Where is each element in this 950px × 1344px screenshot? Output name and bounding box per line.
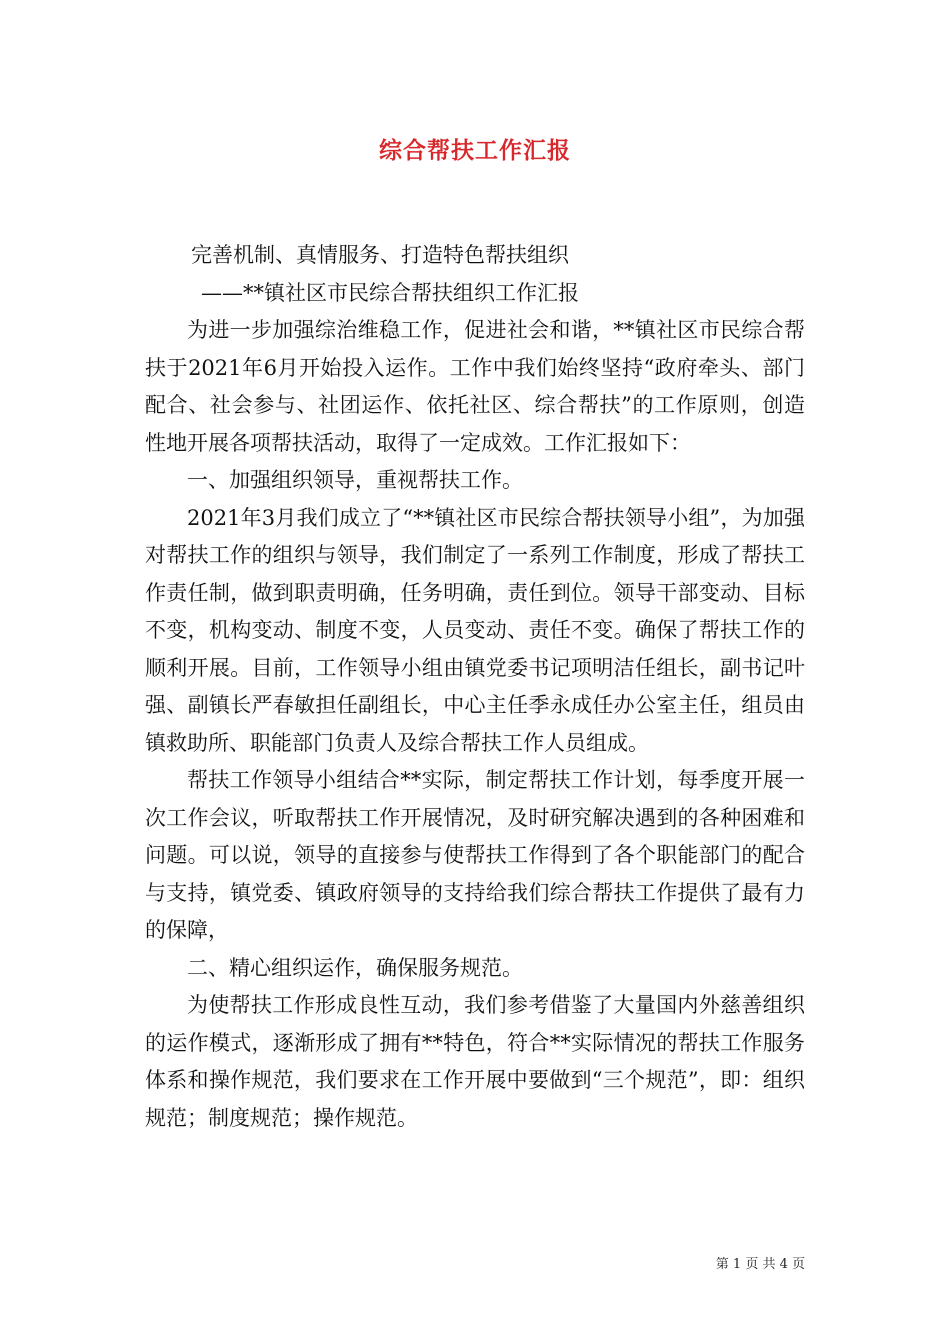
- subtitle-secondary: ——**镇社区市民综合帮扶组织工作汇报: [201, 280, 579, 305]
- section-heading-1: 一、加强组织领导，重视帮扶工作。: [187, 468, 523, 492]
- document-title: 综合帮扶工作汇报: [379, 137, 571, 164]
- paragraph-section-1-b: 帮扶工作领导小组结合**实际，制定帮扶工作计划，每季度开展一次工作会议，听取帮扶工作开展情况，及时研究解决遇到的各种困难和问题。可以说，领导的直接参与使帮扶工作得到了各个职能部门的配合与支持，镇党委、镇政府领导的支持给我们综合帮扶工作提供了最有力的保障，: [145, 768, 805, 942]
- subtitle-main: 完善机制、真情服务、打造特色帮扶组织: [191, 243, 569, 267]
- section-heading-2: 二、精心组织运作，确保服务规范。: [187, 955, 523, 980]
- page-indicator: 第 1 页 共 4 页: [715, 1257, 805, 1272]
- paragraph-section-1-a: 2021年3月我们成立了“**镇社区市民综合帮扶领导小组”，为加强对帮扶工作的组织与领导，我们制定了一系列工作制度，形成了帮扶工作责任制，做到职责明确，任务明确，责任到位。领导干部变动、目标不变，机构变动、制度不变，人员变动、责任不变。确保了帮扶工作的顺利开展。目前，工作领导小组由镇党委书记项明洁任组长，副书记叶强、副镇长严春敏担任副组长，中心主任季永成任办公室主任，组员由镇救助所、职能部门负责人及综合帮扶工作人员组成。: [145, 505, 805, 755]
- document-body: [145, 237, 805, 1137]
- paragraph-section-2-a: 为使帮扶工作形成良性互动，我们参考借鉴了大量国内外慈善组织的运作模式，逐渐形成了拥有**特色，符合**实际情况的帮扶工作服务体系和操作规范，我们要求在工作开展中要做到“三个规范”，即：组织规范；制度规范；操作规范。: [145, 993, 805, 1130]
- paragraph-intro: 为进一步加强综治维稳工作，促进社会和谐，**镇社区市民综合帮扶于2021年6月开始投入运作。工作中我们始终坚持“政府牵头、部门配合、社会参与、社团运作、依托社区、综合帮扶”的工作原则，创造性地开展各项帮扶活动，取得了一定成效。工作汇报如下：: [145, 318, 805, 455]
